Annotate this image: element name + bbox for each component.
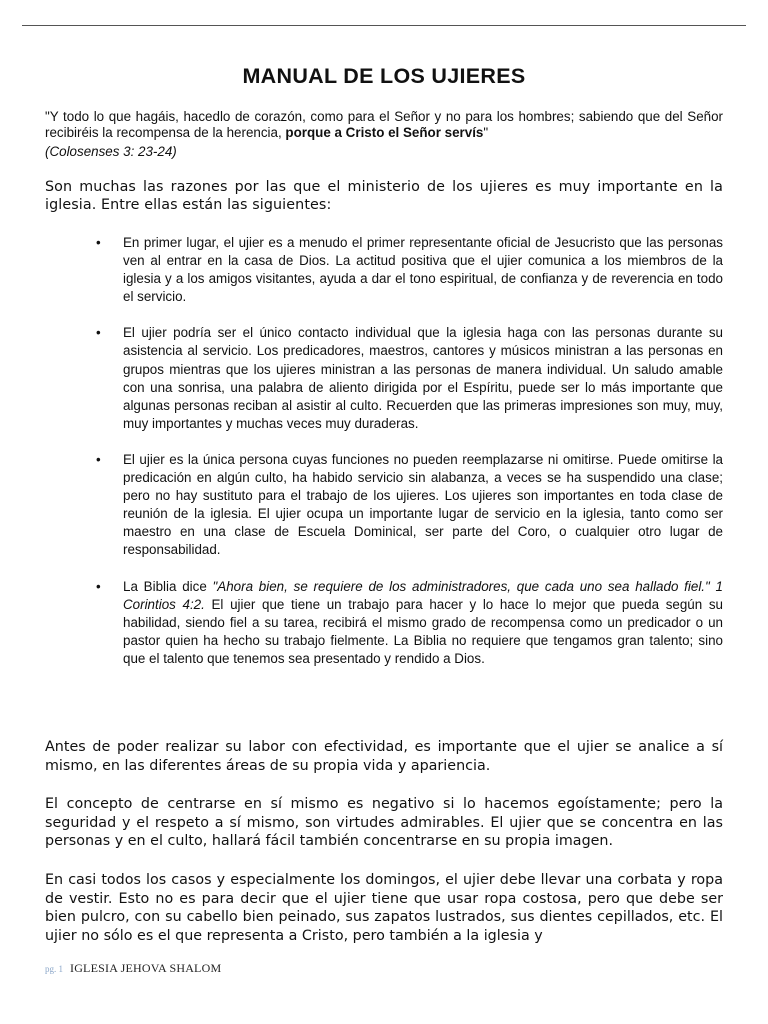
bible-citation: "Ahora bien, se requiere de los administradores, que cada uno sea hallado fiel." 1 Corintios 4:2. bbox=[123, 578, 723, 612]
body-paragraph: Antes de poder realizar su labor con efectividad, es importante que el ujier se analice a sí mismo, en las diferentes áreas de su propia vida y apariencia. bbox=[45, 739, 723, 774]
scripture-quote bbox=[45, 109, 723, 141]
bullet-icon: • bbox=[96, 578, 101, 594]
list-item bbox=[92, 234, 723, 306]
bullet-icon: • bbox=[96, 451, 101, 467]
list-item bbox=[92, 451, 723, 560]
list-item-text: El ujier es la única persona cuyas funciones no pueden reemplazarse ni omitirse. Puede omitirse la predicación en algún culto, ha habido servicio sin alabanza, a veces se ha suspendido una clase; pero no hay sustituto para el trabajo de los ujieres. Los ujieres son importantes en toda clase de reunión de la iglesia. El ujier ocupa un importante lugar de servicio en la iglesia, tanto como ser maestro en una clase de Escuela Dominical, ser parte del Coro, o cualquier otro lugar de responsabilidad. bbox=[123, 451, 723, 558]
scripture-reference: (Colosenses 3: 23-24) bbox=[45, 144, 177, 159]
bullet-icon: • bbox=[96, 235, 101, 250]
intro-paragraph: Son muchas las razones por las que el ministerio de los ujieres es muy importante en la iglesia. Entre ellas están las siguientes: bbox=[45, 179, 723, 213]
page-number: pg. 1 bbox=[45, 964, 63, 974]
page-title: MANUAL DE LOS UJIERES bbox=[242, 64, 526, 88]
church-name: IGLESIA JEHOVA SHALOM bbox=[70, 961, 222, 975]
list-item-text: El ujier podría ser el único contacto individual que la iglesia haga con las personas durante su asistencia al servicio. Los predicadores, maestros, cantores y músicos ministran a las personas en grupos mientras que los ujieres ministran a las personas de manera individual. Un saludo amable con una sonrisa, una palabra de aliento dirigida por el Espíritu, puede ser lo más importante que algunas personas reciban al asistir al culto. Recuerden que las primeras impresiones son muy, muy, muy importantes y muchas veces muy duraderas. bbox=[123, 325, 723, 431]
list-item-text: En primer lugar, el ujier es a menudo el primer representante oficial de Jesucristo que las personas ven al entrar en la casa de Dios. La actitud positiva que el ujier comunica a los miembros de la iglesia y a los amigos visitantes, ayuda a dar el tono espiritual, de confianza y de reverencia en todo el servicio. bbox=[123, 235, 723, 305]
list-item-lead: La Biblia dice bbox=[123, 578, 213, 594]
bullet-icon: • bbox=[96, 325, 101, 341]
page-footer bbox=[45, 961, 221, 976]
quote-close: " bbox=[483, 125, 489, 140]
quote-text: "Y todo lo que hagáis, hacedlo de corazón, como para el Señor y no para los hombres; sabiendo que del Señor recibiréis la recompensa de la herencia, bbox=[45, 109, 723, 140]
list-item-text: El ujier que tiene un trabajo para hacer y lo hace lo mejor que pueda según su habilidad, siendo fiel a su tarea, recibirá el mismo grado de recompensa como un predicador o un pastor quien ha hecho su trabajo fielmente. La Biblia no requiere que tengamos gran talento; sino que el talento que tenemos sea presentado y rendido a Dios. bbox=[123, 596, 724, 666]
list-item bbox=[92, 578, 723, 668]
body-paragraph: El concepto de centrarse en sí mismo es negativo si lo hacemos egoístamente; pero la seguridad y el respeto a sí mismo, son virtudes admirables. El ujier que se concentra en las personas y en el culto, hallará fácil también concentrarse en su propia imagen. bbox=[45, 796, 723, 850]
reasons-list bbox=[92, 234, 723, 686]
body-paragraph: En casi todos los casos y especialmente los domingos, el ujier debe llevar una corbata y ropa de vestir. Esto no es para decir que el ujier tiene que usar ropa costosa, pero que debe ser bien pulcro, con su cabello bien peinado, sus zapatos lustrados, sus dientes cepillados, etc. El ujier no sólo es el que representa a Cristo, pero también a la iglesia y bbox=[45, 872, 723, 945]
list-item bbox=[92, 324, 723, 433]
quote-bold-text: porque a Cristo el Señor servís bbox=[285, 125, 484, 140]
header-rule bbox=[22, 25, 746, 26]
